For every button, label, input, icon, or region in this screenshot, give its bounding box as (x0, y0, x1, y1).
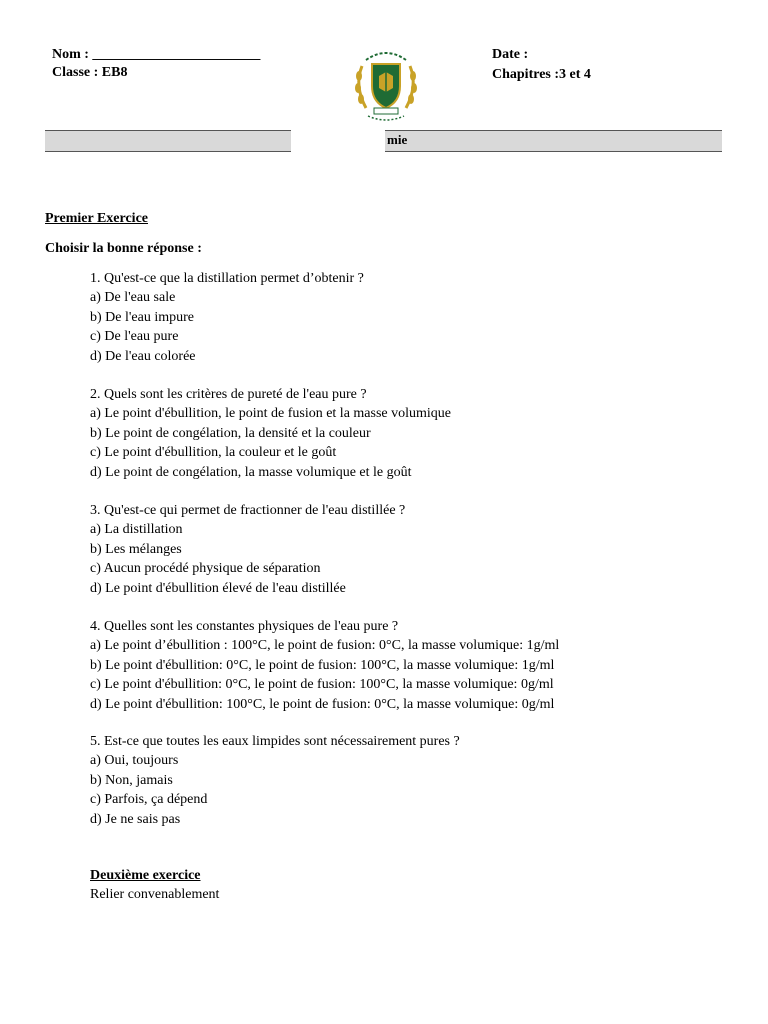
answer-option: a) De l'eau sale (90, 290, 176, 306)
answer-option: a) Oui, toujours (90, 753, 179, 769)
answer-option: c) Le point d'ébullition, la couleur et le goût (90, 445, 337, 461)
date-label: Date : (492, 47, 529, 62)
answer-option: d) Le point d'ébullition élevé de l'eau distillée (90, 580, 346, 596)
question-text: 1. Qu'est-ce que la distillation permet d’obtenir ? (90, 271, 364, 286)
question-text: 3. Qu'est-ce qui permet de fractionner de l'eau distillée ? (90, 503, 406, 518)
answer-option: b) Les mélanges (90, 541, 182, 557)
exercise1-instruction: Choisir la bonne réponse : (45, 241, 202, 256)
question-block (90, 617, 559, 714)
answer-option: c) Aucun procédé physique de séparation (90, 561, 321, 577)
answer-option: b) De l'eau impure (90, 309, 194, 325)
answer-option: c) De l'eau pure (90, 329, 179, 345)
school-crest-icon (352, 46, 420, 126)
answer-option: a) La distillation (90, 522, 183, 538)
exercise2-title: Deuxième exercice (90, 868, 201, 883)
exercise2-instruction: Relier convenablement (90, 887, 220, 902)
answer-option: d) Je ne sais pas (90, 811, 181, 827)
question-block (90, 501, 405, 598)
answer-option: d) Le point d'ébullition: 100°C, le point de fusion: 0°C, la masse volumique: 0g/ml (90, 696, 555, 712)
answer-option: b) Non, jamais (90, 772, 173, 788)
question-text: 5. Est-ce que toutes les eaux limpides sont nécessairement pures ? (90, 734, 460, 749)
answer-option: a) Le point d’ébullition : 100°C, le point de fusion: 0°C, la masse volumique: 1g/ml (90, 638, 560, 654)
answer-option: c) Parfois, ça dépend (90, 792, 208, 808)
answer-option: b) Le point d'ébullition: 0°C, le point de fusion: 100°C, la masse volumique: 1g/ml (90, 657, 555, 673)
chapitres-label: Chapitres :3 et 4 (492, 67, 591, 82)
answer-option: c) Le point d'ébullition: 0°C, le point de fusion: 100°C, la masse volumique: 0g/ml (90, 677, 554, 693)
question-block (90, 385, 451, 482)
exercise1-title: Premier Exercice (45, 211, 148, 226)
question-block (90, 732, 460, 829)
question-block (90, 269, 364, 366)
question-text: 2. Quels sont les critères de pureté de l'eau pure ? (90, 387, 367, 402)
header-band-right (385, 130, 722, 152)
answer-option: b) Le point de congélation, la densité et la couleur (90, 425, 371, 441)
answer-option: d) Le point de congélation, la masse volumique et le goût (90, 464, 412, 480)
subject-title-fragment: mie (387, 132, 408, 147)
answer-option: d) De l'eau colorée (90, 348, 196, 364)
question-text: 4. Quelles sont les constantes physiques de l'eau pure ? (90, 619, 399, 634)
school-logo (352, 46, 420, 126)
nom-field-label: Nom : ________________________ (52, 47, 261, 62)
answer-option: a) Le point d'ébullition, le point de fusion et la masse volumique (90, 406, 452, 422)
classe-label: Classe : EB8 (52, 65, 128, 80)
header-band-left (45, 130, 291, 152)
